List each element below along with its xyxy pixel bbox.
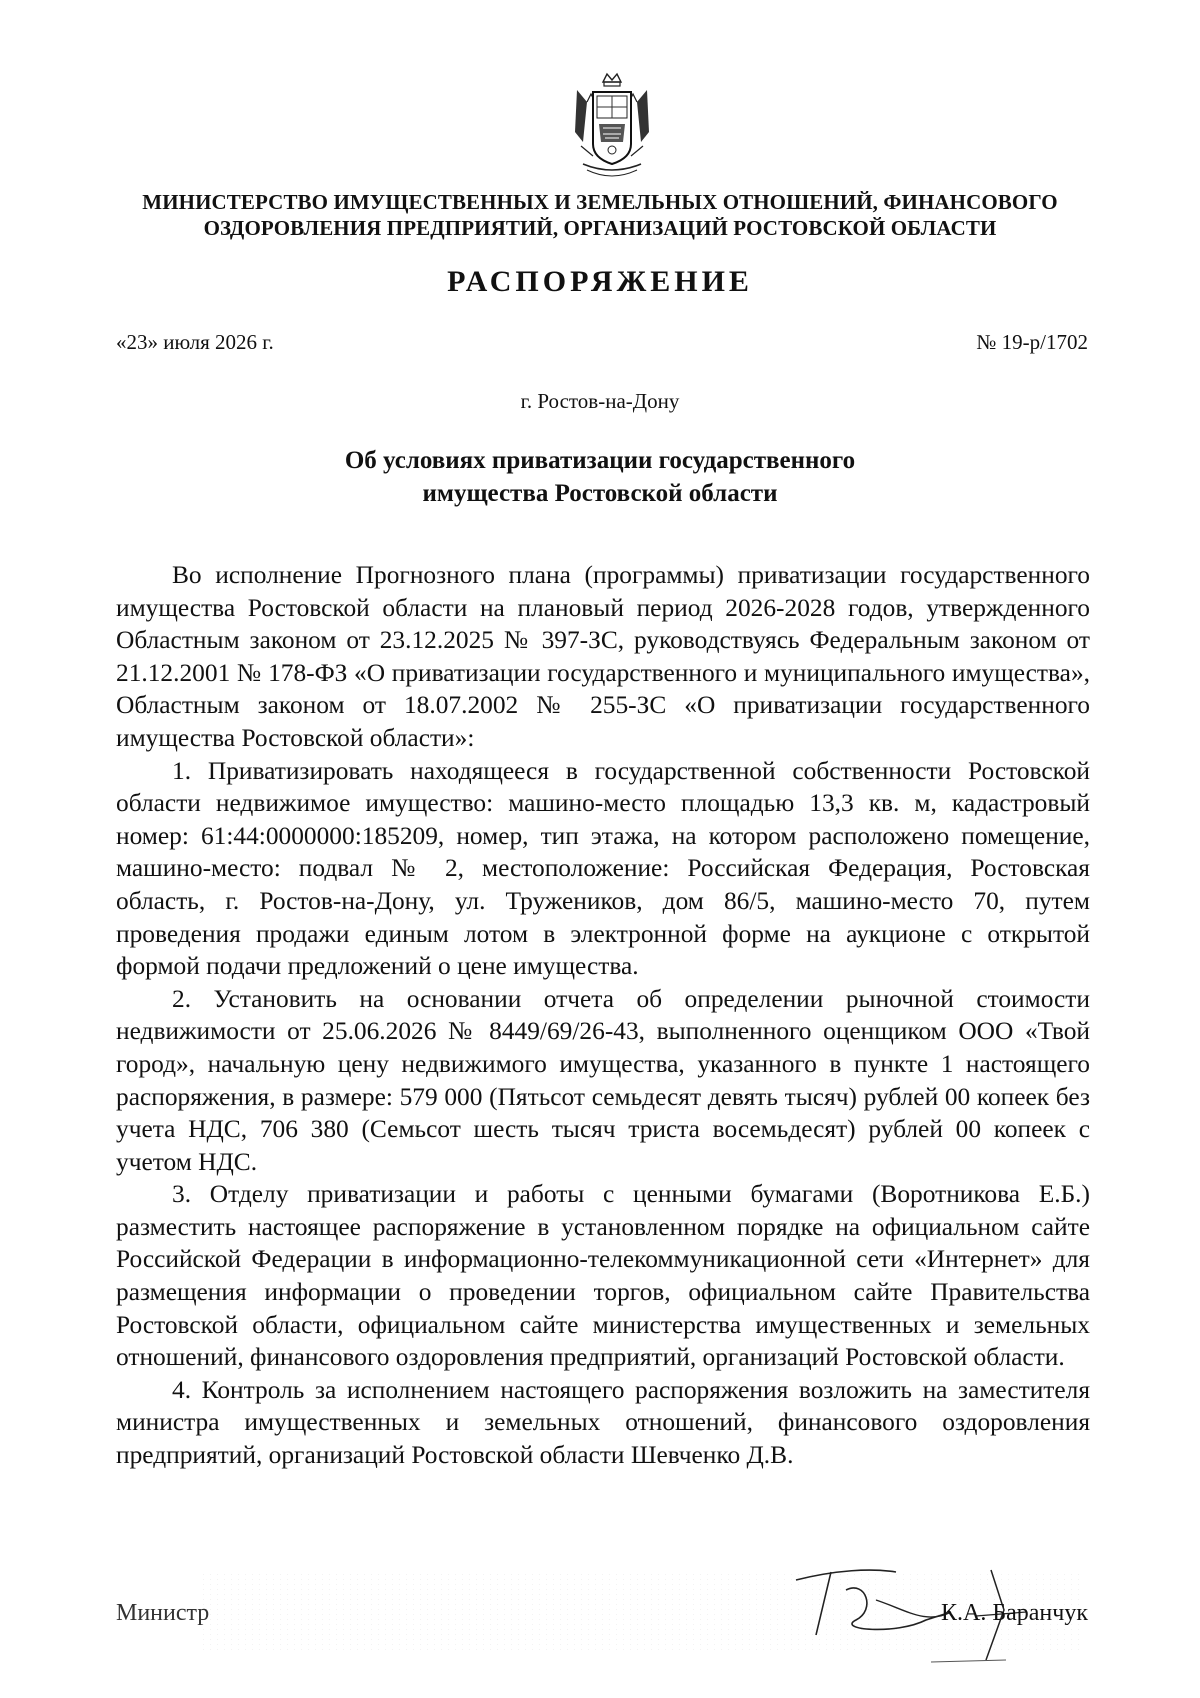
signature-block: [116, 1588, 1090, 1648]
ministry-line-1: МИНИСТЕРСТВО ИМУЩЕСТВЕННЫХ И ЗЕМЕЛЬНЫХ ОТНОШЕНИЙ, ФИНАНСОВОГО: [142, 190, 1058, 214]
ministry-name: [100, 189, 1100, 241]
coat-of-arms-icon: [573, 72, 651, 182]
document-subject: [100, 444, 1100, 510]
subject-line-1: Об условиях приватизации государственного: [344, 447, 856, 474]
ministry-line-2: ОЗДОРОВЛЕНИЯ ПРЕДПРИЯТИЙ, ОРГАНИЗАЦИЙ РОСТОВСКОЙ ОБЛАСТИ: [203, 216, 997, 240]
item-3-paragraph: 3. Отделу приватизации и работы с ценными бумагами (Воротникова Е.Б.) разместить настоящее распоряжение в установленном порядке на официальном сайте Российской Федерации в информационно-телекоммуникационной сети «Интернет» для размещения информации о проведении торгов, официальном сайте Правительства Ростовской области, официальном сайте министерства имущественных и земельных отношений, финансового оздоровления предприятий, организаций Ростовской области.: [116, 1180, 1090, 1372]
document-date: «23» июля 2026 г.: [116, 330, 274, 354]
item-2-paragraph: 2. Установить на основании отчета об определении рыночной стоимости недвижимости от 25.06.2026 № 8449/69/26-43, выполненного оценщиком ООО «Твой город», начальную цену недвижимого имущества, указанного в пункте 1 настоящего распоряжения, в размере: 579 000 (Пятьсот семьдесят девять тысяч) рублей 00 копеек без учета НДС, 706 380 (Семьсот шесть тысяч триста восемьдесят) рублей 00 копеек с учетом НДС.: [116, 984, 1090, 1176]
signatory-name: К.А. Баранчук: [941, 1600, 1088, 1626]
item-1-paragraph: 1. Приватизировать находящееся в государственной собственности Ростовской области недвижимое имущество: машино-место площадью 13,3 кв. м, кадастровый номер: 61:44:0000000:185209, номер, тип этажа, на котором расположено помещение, машино-место: подвал № 2, местоположение: Российская Федерация, Ростовская область, г. Ростов-на-Дону, ул. Тружеников, дом 86/5, машино-место 70, путем проведения продажи единым лотом в электронной форме на аукционе с открытой формой подачи предложений о цене имущества.: [116, 756, 1090, 981]
city: г. Ростов-на-Дону: [520, 389, 680, 413]
subject-line-2: имущества Ростовской области: [422, 480, 778, 507]
document-type: РАСПОРЯЖЕНИЕ: [447, 265, 753, 298]
item-4-paragraph: 4. Контроль за исполнением настоящего распоряжения возложить на заместителя министра имущественных и земельных отношений, финансового оздоровления предприятий, организаций Ростовской области Шевченко Д.В.: [116, 1375, 1090, 1470]
document-body: [116, 559, 1090, 1472]
preamble-paragraph: Во исполнение Прогнозного плана (программы) приватизации государственного имущества Ростовской области на плановый период 2026-2028 годов, утвержденного Областным законом от 23.12.2025 № 397-ЗС, руководствуясь Федеральным законом от 21.12.2001 № 178-ФЗ «О приватизации государственного и муниципального имущества», Областным законом от 18.07.2002 № 255-ЗС «О приватизации государственного имущества Ростовской области»:: [116, 561, 1090, 752]
document-number: № 19-р/1702: [976, 330, 1088, 354]
signatory-title: Министр: [116, 1600, 210, 1626]
